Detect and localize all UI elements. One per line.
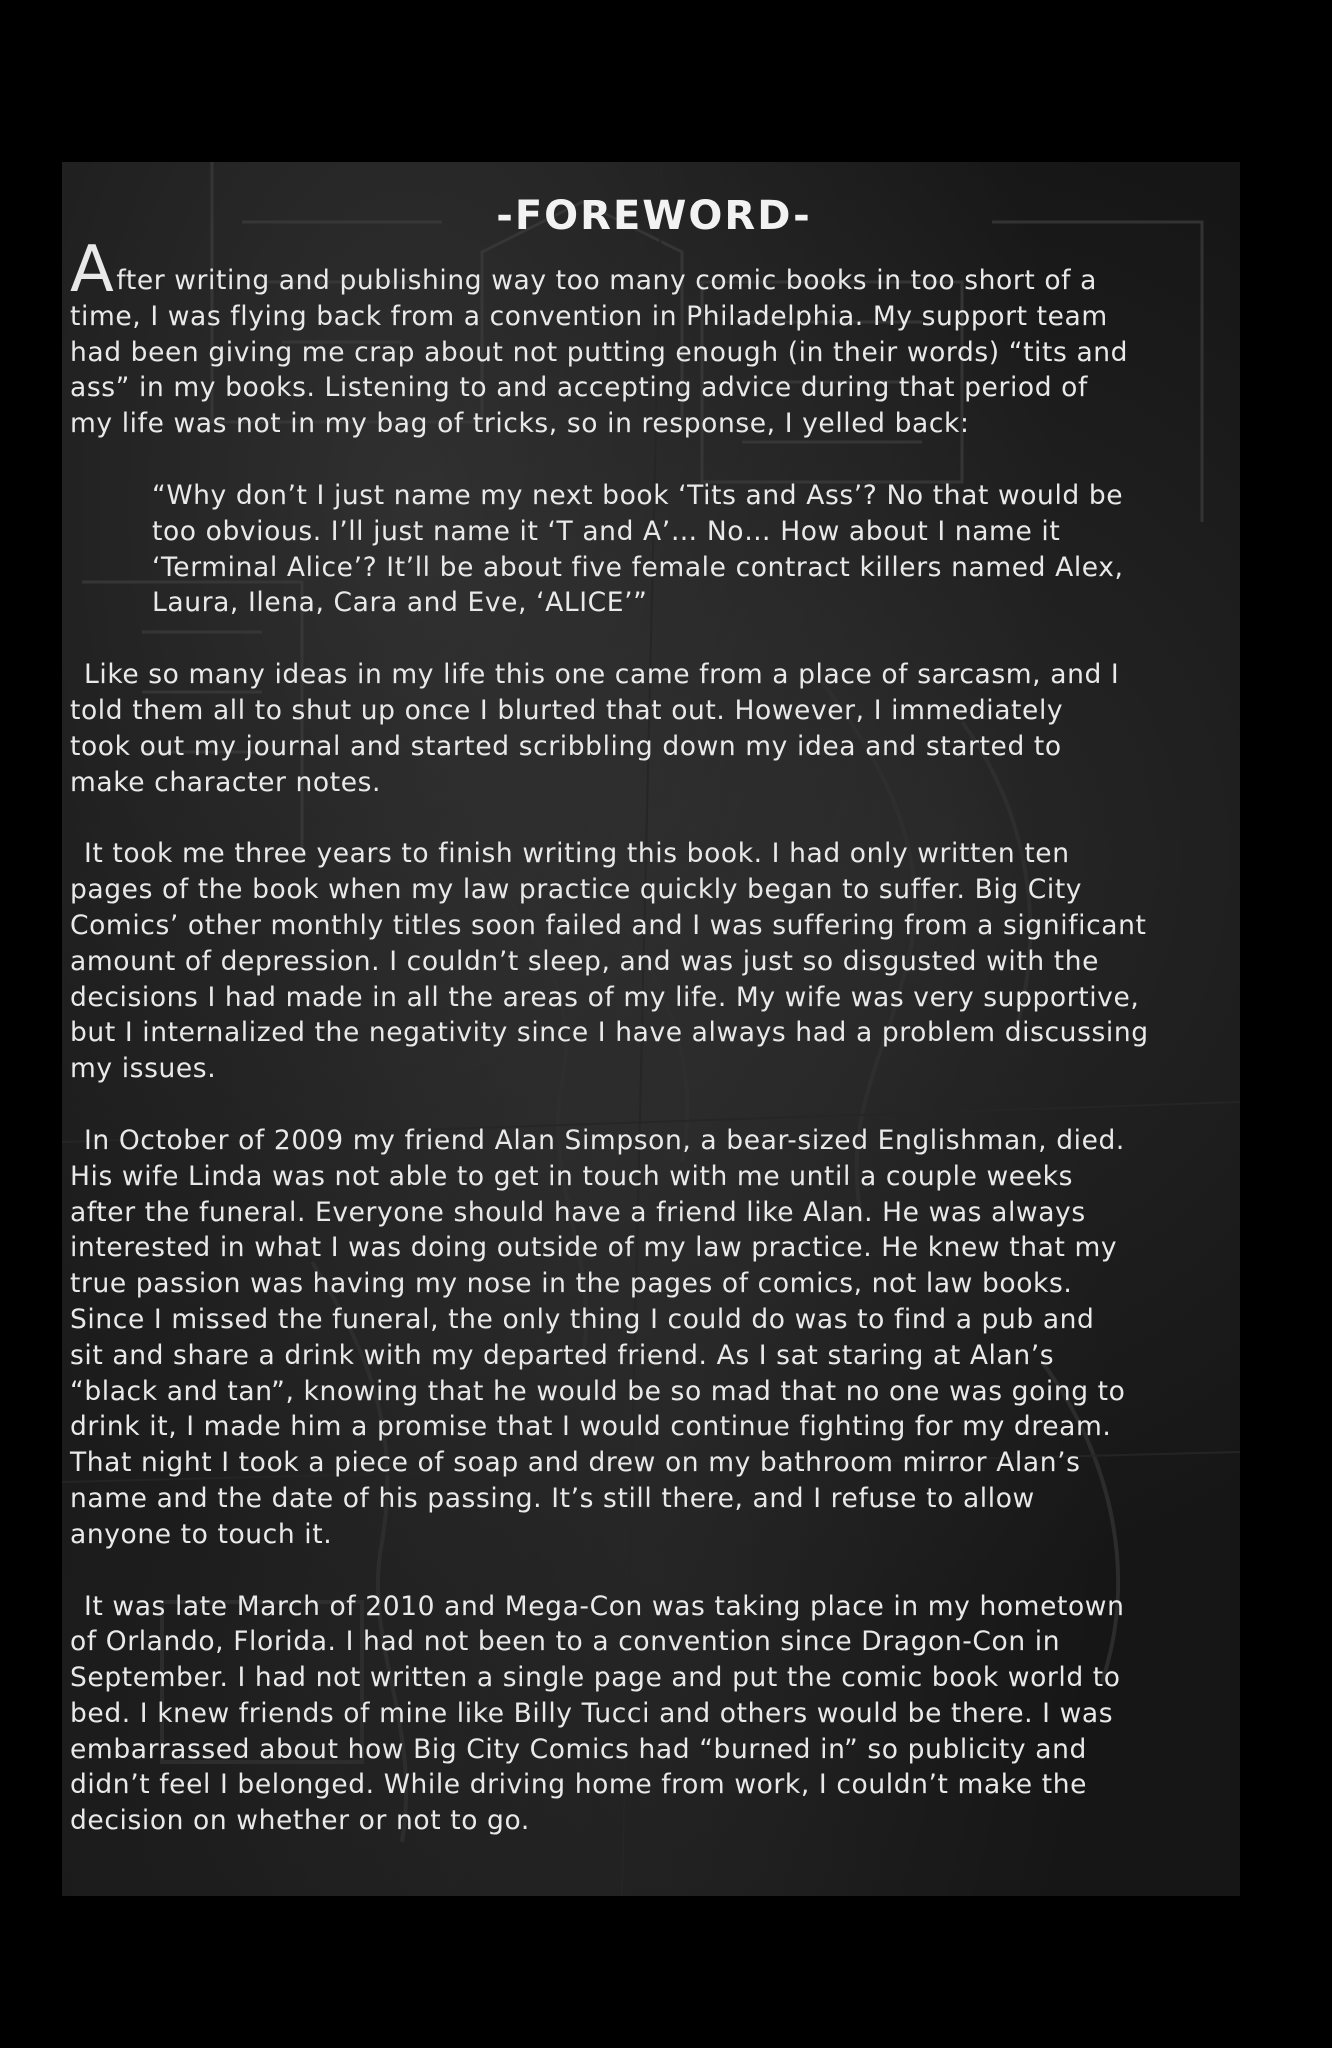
text-line: didn’t feel I belonged. While driving home from work, I couldn’t make the — [70, 1769, 1088, 1801]
text-line: time, I was flying back from a convention in Philadelphia. My support team — [70, 300, 1108, 332]
text-line: decisions I had made in all the areas of my life. My wife was very supportive, — [70, 981, 1140, 1013]
text-line: ass” in my books. Listening to and accepting advice during that period of — [70, 372, 1088, 404]
text-line: too obvious. I’ll just name it ‘T and A’… No… How about I name it — [152, 515, 1061, 547]
text-line: name and the date of his passing. It’s still there, and I refuse to allow — [70, 1482, 1035, 1514]
paragraph-alan — [70, 1123, 1238, 1553]
text-line: pages of the book when my law practice quickly began to suffer. Big City — [70, 874, 1083, 906]
text-line: but I internalized the negativity since I have always had a problem discussing — [70, 1017, 1149, 1049]
text-line: “black and tan”, knowing that he would be so mad that no one was going to — [70, 1375, 1126, 1407]
text-line: took out my journal and started scribbling down my idea and started to — [70, 730, 1062, 762]
drop-cap: A — [70, 233, 115, 307]
text-line: “Why don’t I just name my next book ‘Tits and Ass’? No that would be — [152, 479, 1124, 511]
text-line-content: fter writing and publishing way too many comic books in too short of a — [116, 265, 1097, 296]
text-line: my issues. — [70, 1053, 217, 1085]
text-line: ‘Terminal Alice’? It’ll be about five female contract killers named Alex, — [152, 551, 1124, 583]
text-line: interested in what I was doing outside of my law practice. He knew that my — [70, 1232, 1118, 1264]
paragraph-three-years — [70, 836, 1238, 1087]
text-line — [70, 233, 1238, 307]
text-line: Comics’ other monthly titles soon failed and I was suffering from a significant — [70, 909, 1147, 941]
text-line: His wife Linda was not able to get in touch with me until a couple weeks — [70, 1160, 1073, 1192]
text-line: Laura, Ilena, Cara and Eve, ‘ALICE’” — [152, 587, 648, 619]
text-line: after the funeral. Everyone should have a friend like Alan. He was always — [70, 1196, 1086, 1228]
text-line: Like so many ideas in my life this one came from a place of sarcasm, and I — [84, 659, 1120, 691]
paragraph-quote — [70, 478, 1238, 621]
page-title: -FOREWORD- — [496, 193, 812, 239]
text-line: September. I had not written a single page and put the comic book world to — [70, 1662, 1121, 1694]
text-line: make character notes. — [70, 766, 382, 798]
text-line: of Orlando, Florida. I had not been to a convention since Dragon-Con in — [70, 1626, 1061, 1658]
text-line: embarrassed about how Big City Comics had “burned in” so publicity and — [70, 1733, 1087, 1765]
text-line: had been giving me crap about not putting enough (in their words) “tits and — [70, 336, 1129, 368]
paragraph-ideas — [70, 657, 1238, 800]
paragraph-opening — [70, 233, 1238, 442]
text-line: told them all to shut up once I blurted that out. However, I immediately — [70, 694, 1064, 726]
foreword-text — [70, 192, 1238, 1839]
text-line: sit and share a drink with my departed friend. As I sat staring at Alan’s — [70, 1339, 1055, 1371]
page-panel — [62, 162, 1240, 1896]
text-line: my life was not in my bag of tricks, so in response, I yelled back: — [70, 408, 970, 440]
text-line: drink it, I made him a promise that I would continue fighting for my dream. — [70, 1411, 1112, 1443]
text-line: true passion was having my nose in the pages of comics, not law books. — [70, 1268, 1073, 1300]
text-line: bed. I knew friends of mine like Billy Tucci and others would be there. I was — [70, 1697, 1114, 1729]
text-line: That night I took a piece of soap and drew on my bathroom mirror Alan’s — [70, 1447, 1081, 1479]
text-line: amount of depression. I couldn’t sleep, and was just so disgusted with the — [70, 945, 1100, 977]
text-line: Since I missed the funeral, the only thing I could do was to find a pub and — [70, 1303, 1095, 1335]
text-line: anyone to touch it. — [70, 1518, 333, 1550]
text-line: In October of 2009 my friend Alan Simpson, a bear-sized Englishman, died. — [84, 1124, 1125, 1156]
text-line: It took me three years to finish writing this book. I had only written ten — [84, 838, 1070, 870]
text-line: It was late March of 2010 and Mega-Con was taking place in my hometown — [84, 1590, 1125, 1622]
text-line: decision on whether or not to go. — [70, 1805, 530, 1837]
paragraph-mega-con — [70, 1589, 1238, 1840]
